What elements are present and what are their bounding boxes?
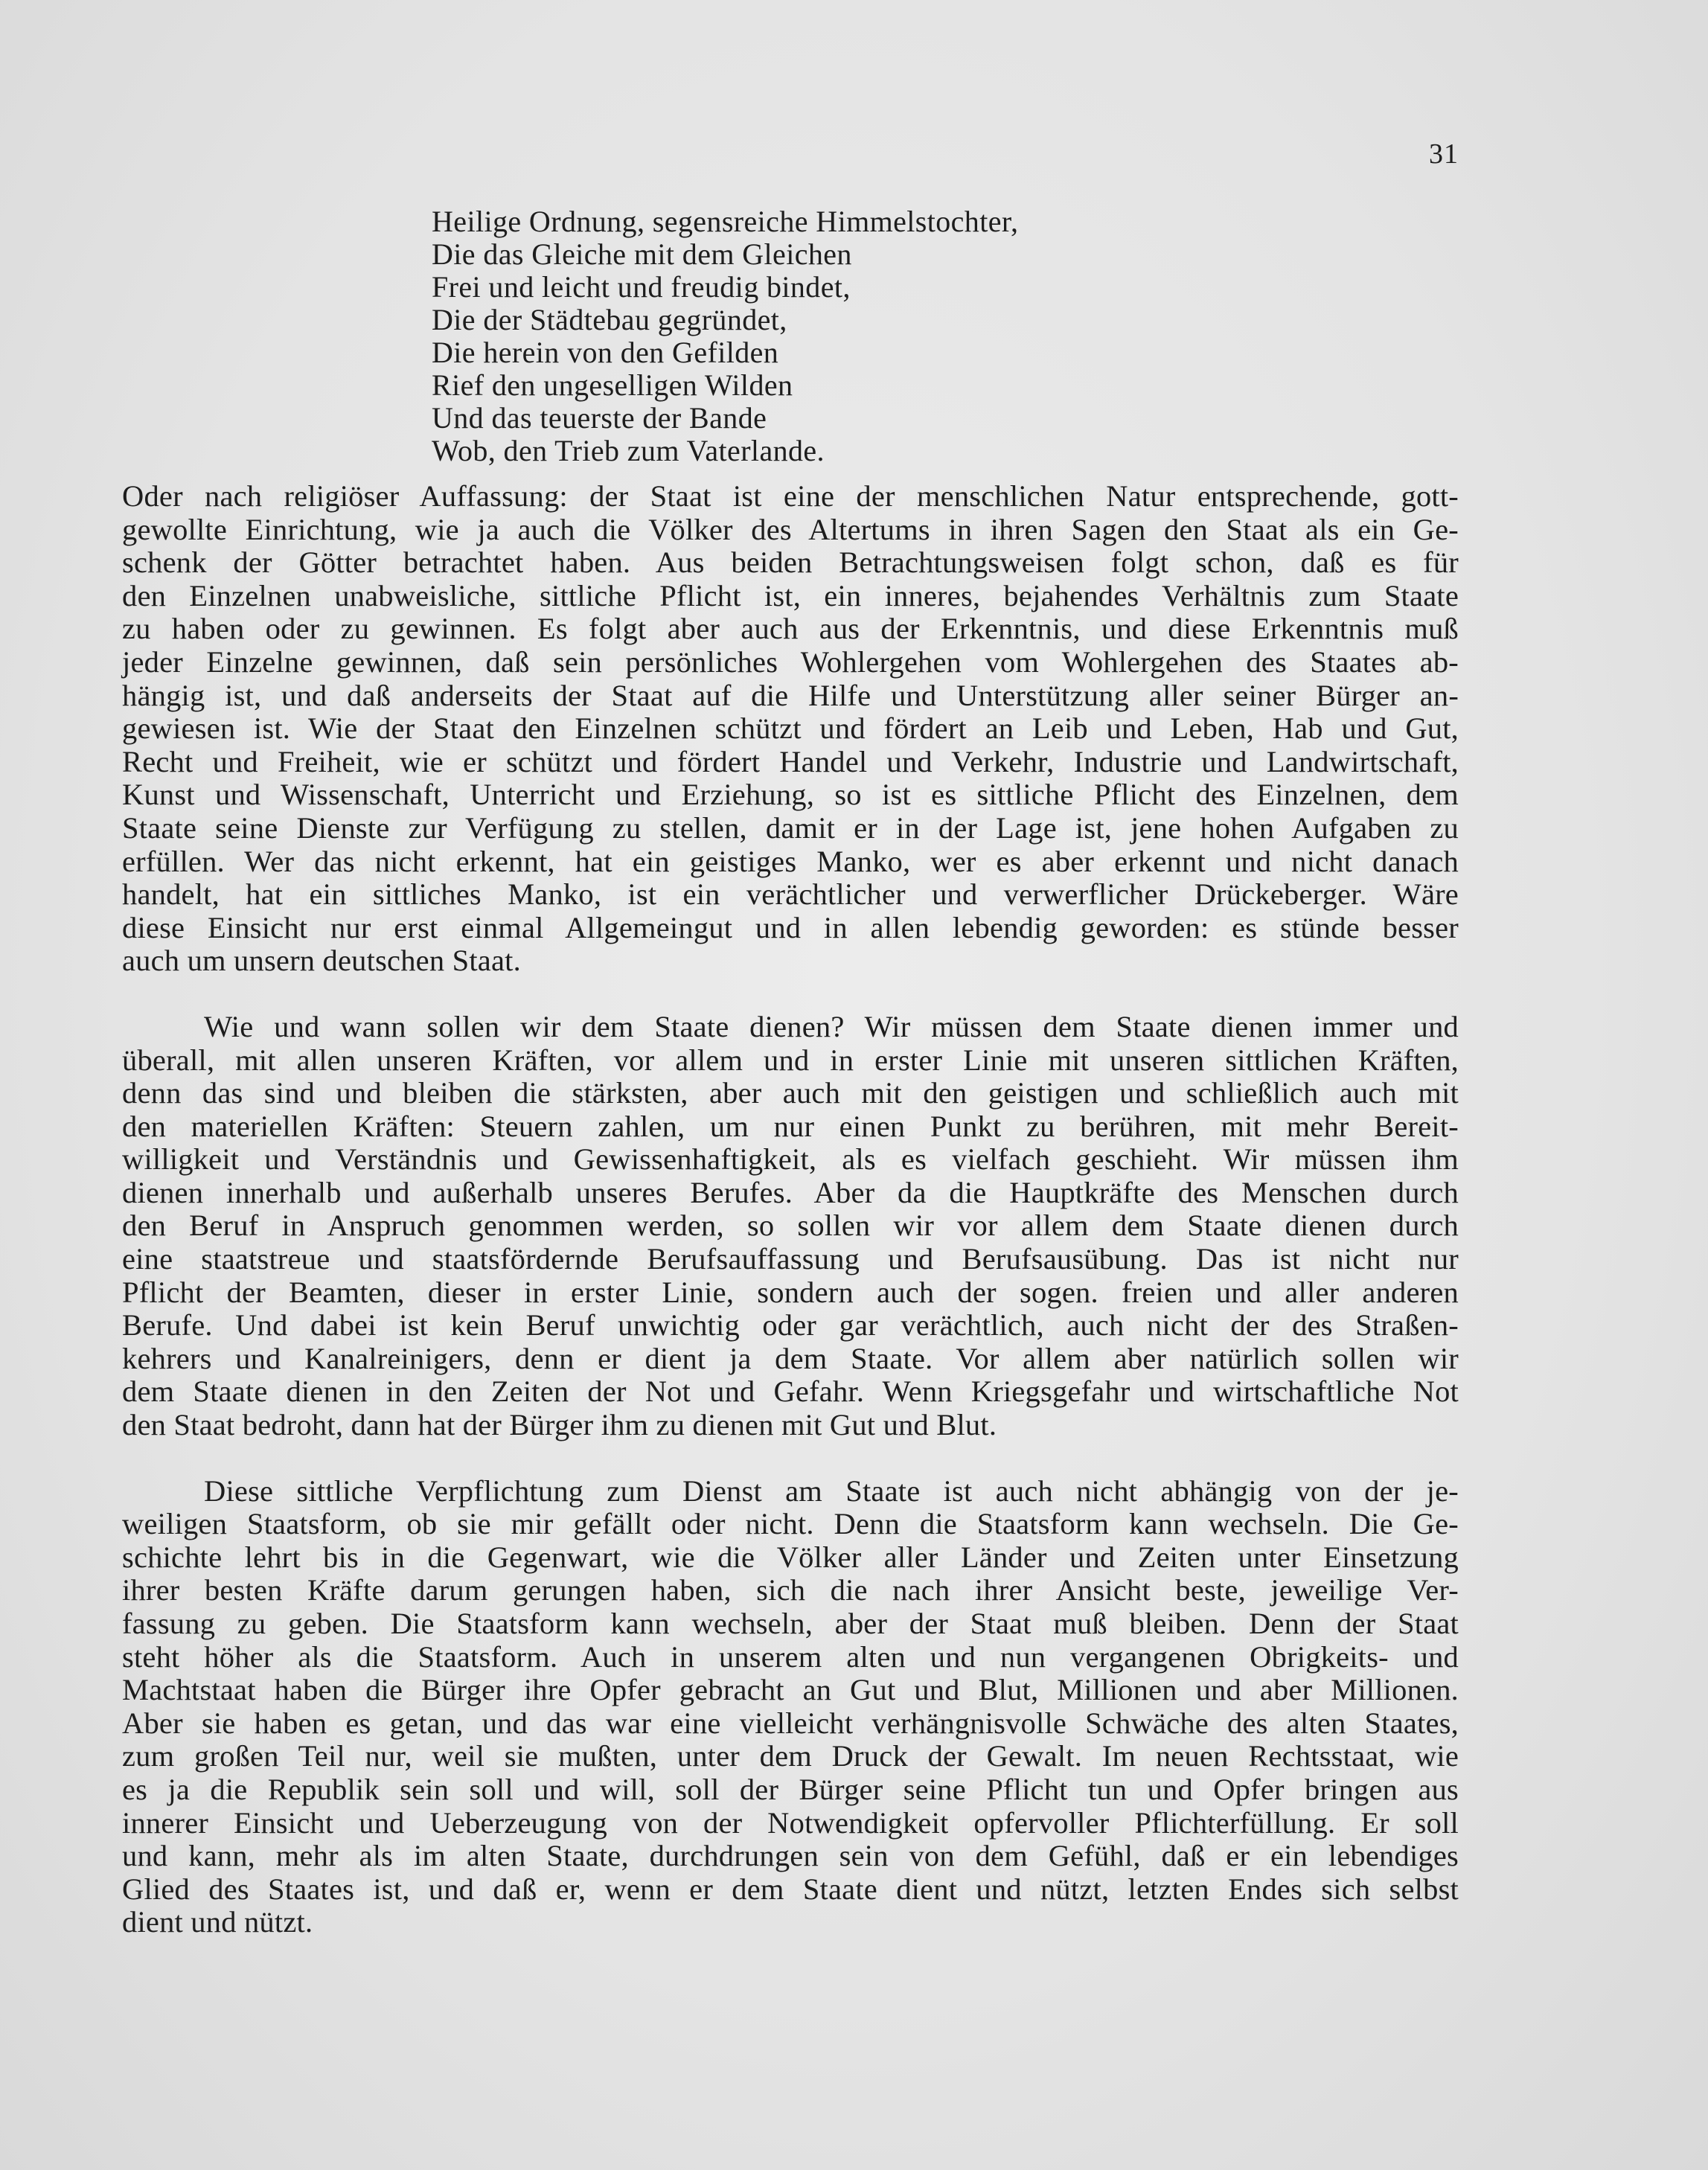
poem-line: Die herein von den Gefilden [432, 336, 779, 369]
text-line: fassung zu geben. Die Staatsform kann wechseln, aber der Staat muß bleiben. Denn der Staat [122, 1607, 1459, 1640]
text-line: Wie und wann sollen wir dem Staate dienen? Wir müssen dem Staate dienen immer und [204, 1009, 1459, 1043]
text-line: dient und nützt. [122, 1905, 313, 1939]
text-line: überall, mit allen unseren Kräften, vor allem und in erster Linie mit unseren sittlichen Kräften, [122, 1043, 1459, 1077]
poem-line: Frei und leicht und freudig bindet, [432, 270, 851, 304]
text-line: dienen innerhalb und außerhalb unseres Berufes. Aber da die Hauptkräfte des Menschen durch [122, 1175, 1459, 1209]
text-line: zu haben oder zu gewinnen. Es folgt aber auch aus der Erkenntnis, und diese Erkenntnis muß [122, 612, 1459, 646]
poem-line: Rief den ungeselligen Wilden [432, 368, 793, 402]
text-line: den Staat bedroht, dann hat der Bürger ihm zu dienen mit Gut und Blut. [122, 1408, 997, 1442]
poem-block [432, 205, 1176, 467]
text-line: gewollte Einrichtung, wie ja auch die Völker des Altertums in ihren Sagen den Staat als ein Ge- [122, 512, 1459, 546]
text-line: Berufe. Und dabei ist kein Beruf unwichtig oder gar verächtlich, auch nicht der des Straßen- [122, 1308, 1459, 1342]
poem-line: Die das Gleiche mit dem Gleichen [432, 237, 852, 271]
text-line: den Beruf in Anspruch genommen werden, so sollen wir vor allem dem Staate dienen durch [122, 1209, 1459, 1243]
body-text [122, 480, 1459, 1939]
text-line: eine staatstreue und staatsfördernde Berufsauffassung und Berufsausübung. Das ist nicht nur [122, 1242, 1459, 1276]
text-line: den Einzelnen unabweisliche, sittliche Pflicht ist, ein inneres, bejahendes Verhältnis zum Staate [122, 578, 1459, 612]
text-line: Aber sie haben es getan, und das war eine vielleicht verhängnisvolle Schwäche des alten Staates, [122, 1706, 1459, 1740]
text-line: innerer Einsicht und Ueberzeugung von der Notwendigkeit opfervoller Pflichterfüllung. Er soll [122, 1805, 1459, 1840]
text-line: dem Staate dienen in den Zeiten der Not und Gefahr. Wenn Kriegsgefahr und wirtschaftliche Not [122, 1374, 1459, 1409]
text-line: erfüllen. Wer das nicht erkennt, hat ein geistiges Manko, wer es aber erkennt und nicht danach [122, 844, 1459, 878]
text-line: hängig ist, und daß anderseits der Staat auf die Hilfe und Unterstützung aller seiner Bürger an- [122, 678, 1459, 712]
text-line: diese Einsicht nur erst einmal Allgemeingut und in allen lebendig geworden: es stünde besser [122, 910, 1459, 944]
text-line: Recht und Freiheit, wie er schützt und fördert Handel und Verkehr, Industrie und Landwirtschaft, [122, 744, 1459, 778]
poem-line: Heilige Ordnung, segensreiche Himmelstochter, [432, 205, 1019, 238]
text-line: schenk der Götter betrachtet haben. Aus beiden Betrachtungsweisen folgt schon, daß es für [122, 545, 1459, 580]
text-line: weiligen Staatsform, ob sie mir gefällt oder nicht. Denn die Staatsform kann wechseln. Die Ge- [122, 1507, 1459, 1541]
text-line: Staate seine Dienste zur Verfügung zu stellen, damit er in der Lage ist, jene hohen Aufgaben zu [122, 810, 1459, 845]
poem-line: Wob, den Trieb zum Vaterlande. [432, 434, 825, 467]
text-line: steht höher als die Staatsform. Auch in unserem alten und nun vergangenen Obrigkeits- und [122, 1639, 1459, 1674]
text-line: Machtstaat haben die Bürger ihre Opfer gebracht an Gut und Blut, Millionen und aber Millionen. [122, 1673, 1459, 1707]
text-line: es ja die Republik sein soll und will, soll der Bürger seine Pflicht tun und Opfer bringen aus [122, 1772, 1459, 1806]
text-line: willigkeit und Verständnis und Gewissenhaftigkeit, als es vielfach geschieht. Wir müssen ihm [122, 1142, 1459, 1177]
text-line: den materiellen Kräften: Steuern zahlen, um nur einen Punkt zu berühren, mit mehr Bereit- [122, 1109, 1459, 1143]
page-number: 31 [1429, 138, 1459, 170]
text-line: Diese sittliche Verpflichtung zum Dienst am Staate ist auch nicht abhängig von der je- [204, 1473, 1459, 1508]
text-line: denn das sind und bleiben die stärksten, aber auch mit den geistigen und schließlich auch mit [122, 1076, 1459, 1110]
text-line: Glied des Staates ist, und daß er, wenn er dem Staate dient und nützt, letzten Endes sich selbst [122, 1872, 1459, 1906]
text-line: auch um unsern deutschen Staat. [122, 944, 521, 978]
text-line: Oder nach religiöser Auffassung: der Staat ist eine der menschlichen Natur entsprechende, gott- [122, 479, 1459, 513]
text-line: Pflicht der Beamten, dieser in erster Linie, sondern auch der sogen. freien und aller anderen [122, 1275, 1459, 1309]
text-line: handelt, hat ein sittliches Manko, ist ein verächtlicher und verwerflicher Drückeberger. Wäre [122, 877, 1459, 912]
poem-line: Und das teuerste der Bande [432, 401, 767, 435]
text-line: schichte lehrt bis in die Gegenwart, wie die Völker aller Länder und Zeiten unter Einsetzung [122, 1540, 1459, 1574]
text-line: und kann, mehr als im alten Staate, durchdrungen sein von dem Gefühl, daß er ein lebendiges [122, 1839, 1459, 1873]
poem-line: Die der Städtebau gegründet, [432, 303, 787, 336]
text-line: gewiesen ist. Wie der Staat den Einzelnen schützt und fördert an Leib und Leben, Hab und Gut, [122, 711, 1459, 746]
text-line: ihrer besten Kräfte darum gerungen haben, sich die nach ihrer Ansicht beste, jeweilige Ver- [122, 1573, 1459, 1607]
text-line: zum großen Teil nur, weil sie mußten, unter dem Druck der Gewalt. Im neuen Rechtsstaat, wie [122, 1739, 1459, 1773]
paragraph [122, 1475, 1459, 1939]
paragraph [122, 480, 1459, 978]
text-line: Kunst und Wissenschaft, Unterricht und Erziehung, so ist es sittliche Pflicht des Einzelnen, dem [122, 778, 1459, 812]
text-line: jeder Einzelne gewinnen, daß sein persönliches Wohlergehen vom Wohlergehen des Staates ab- [122, 644, 1459, 679]
text-line: kehrers und Kanalreinigers, denn er dient ja dem Staate. Vor allem aber natürlich sollen wir [122, 1341, 1459, 1375]
paragraph [122, 1011, 1459, 1442]
